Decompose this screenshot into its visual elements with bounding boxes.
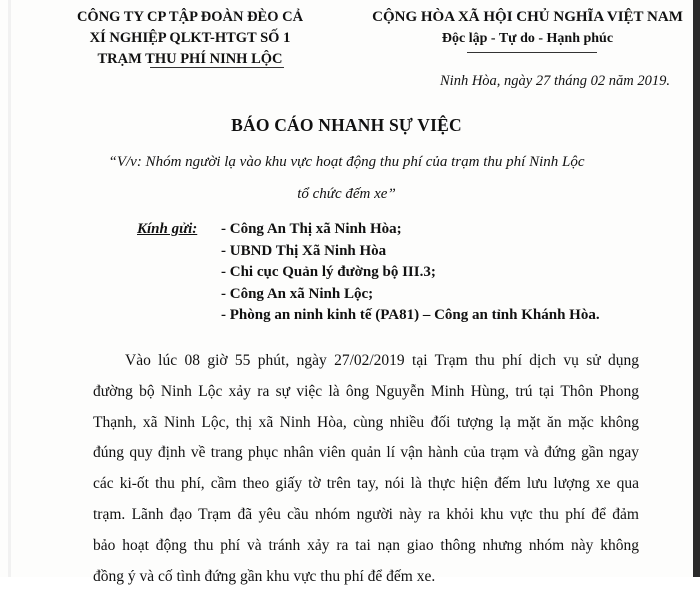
body-line: bảo hoạt động thu phí và tránh xảy ra tai nạn giao thông nhưng nhóm này không bbox=[93, 536, 639, 554]
recipient-item: - UBND Thị Xã Ninh Hòa bbox=[221, 242, 387, 259]
body-line: đường bộ Ninh Lộc xảy ra sự việc là ông Nguyễn Minh Hùng, trú tại Thôn Phong bbox=[93, 382, 639, 400]
body-line: đúng quy định về trang phục nhân viên quản lí vận hành của trạm và đứng gần ngay bbox=[93, 444, 639, 462]
recipient-item: - Công An Thị xã Ninh Hòa; bbox=[221, 221, 402, 237]
body-line: đồng ý và cố tình đứng gần khu vực thu phí để đếm xe. bbox=[93, 567, 436, 585]
recipients-label: Kính gửi: bbox=[137, 221, 198, 237]
report-body bbox=[93, 346, 639, 592]
subject-line-2: tổ chức đếm xe” bbox=[297, 186, 396, 202]
scan-edge bbox=[8, 0, 11, 577]
station-underline bbox=[150, 67, 284, 68]
body-line: Vào lúc 08 giờ 55 phút, ngày 27/02/2019 tại Trạm thu phí dịch vụ sử dụng bbox=[125, 352, 639, 369]
country-name: CỘNG HÒA XÃ HỘI CHỦ NGHĨA VIỆT NAM bbox=[372, 9, 683, 25]
body-line: Thạnh, xã Ninh Lộc, thị xã Ninh Hòa, cùng nhiều đối tượng lạ mặt ăn mặc không bbox=[93, 413, 639, 431]
recipient-item: - Phòng an ninh kinh tế (PA81) – Công an tỉnh Khánh Hòa. bbox=[221, 307, 600, 323]
recipient-item: - Công An xã Ninh Lộc; bbox=[221, 285, 374, 302]
report-subject bbox=[0, 146, 693, 210]
report-title: BÁO CÁO NHANH SỰ VIỆC bbox=[231, 115, 462, 135]
recipients-list bbox=[221, 219, 600, 327]
motto-underline bbox=[467, 52, 597, 53]
body-line: các ki-ốt thu phí, cầm theo giấy tờ trên tay, nói là thực hiện đếm lưu lượng xe qua bbox=[93, 475, 639, 493]
subject-line-1: “V/v: Nhóm người lạ vào khu vực hoạt động thu phí của trạm thu phí Ninh Lộc bbox=[108, 154, 585, 170]
enterprise-name: XÍ NGHIỆP QLKT-HTGT SỐ 1 bbox=[89, 30, 291, 46]
organization-header bbox=[70, 7, 310, 70]
station-name: TRẠM THU PHÍ NINH LỘC bbox=[97, 51, 283, 67]
national-header bbox=[355, 7, 700, 49]
page-border bbox=[693, 0, 700, 577]
place-date: Ninh Hòa, ngày 27 tháng 02 năm 2019. bbox=[440, 73, 670, 89]
recipient-item: - Chi cục Quản lý đường bộ III.3; bbox=[221, 264, 436, 280]
company-name: CÔNG TY CP TẬP ĐOÀN ĐÈO CẢ bbox=[76, 9, 304, 25]
body-line: trạm. Lãnh đạo Trạm đã yêu cầu nhóm người này ra khỏi khu vực thu phí để đảm bbox=[93, 505, 639, 523]
national-motto: Độc lập - Tự do - Hạnh phúc bbox=[441, 31, 614, 46]
